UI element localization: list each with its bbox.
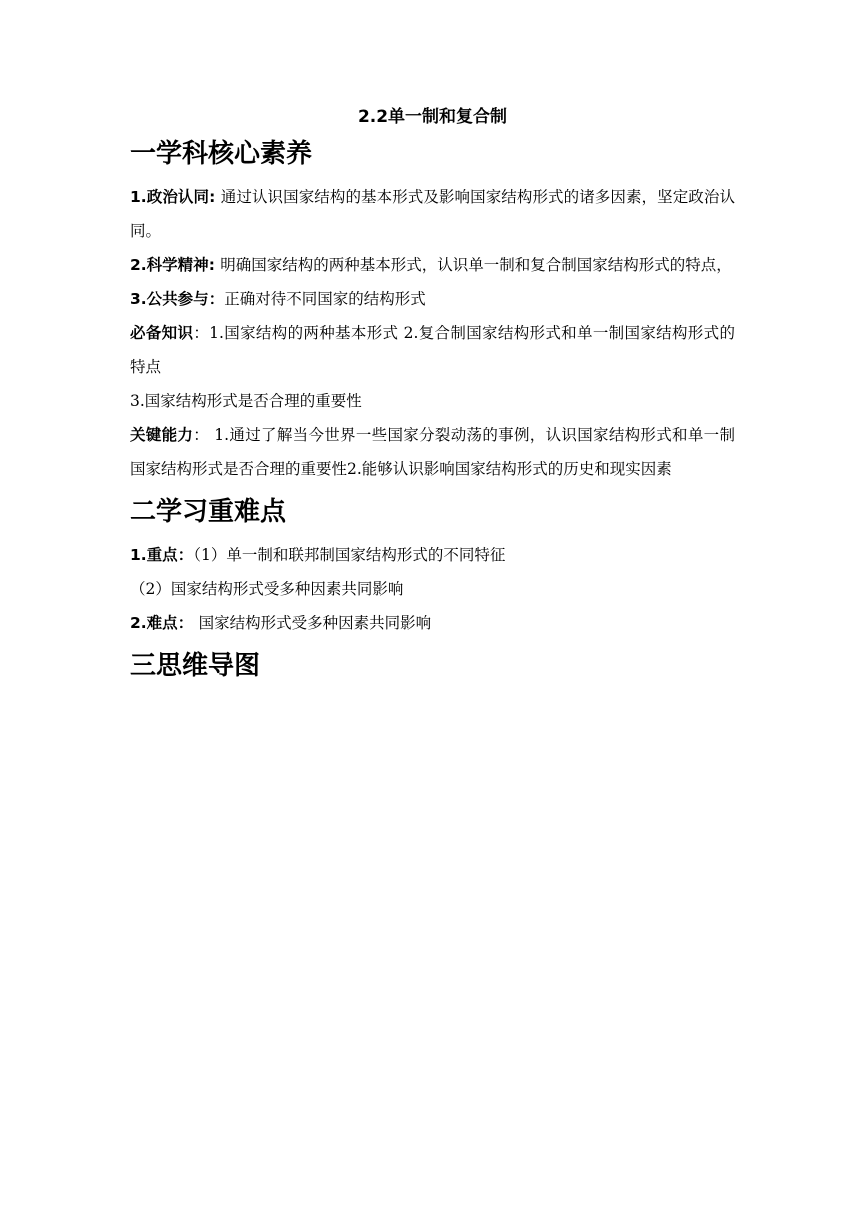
item-text: （1）单一制和联邦制国家结构形式的不同特征 [193, 546, 506, 564]
item-public-participation [130, 282, 735, 316]
item-separator: ： [177, 614, 199, 632]
item-label: 1.重点 [130, 546, 178, 564]
item-separator: : [208, 256, 221, 274]
item-separator: ： [193, 324, 210, 342]
item-separator: ： [193, 426, 215, 444]
key-point-line-2: （2）国家结构形式受多种因素共同影响 [130, 580, 404, 598]
item-label: 1.政治认同 [130, 188, 210, 206]
item-text: 1.通过了解当今世界一些国家分裂动荡的事例，认识国家结构形式和单一制国家结构形式是否合理的重要性2.能够认识影响国家结构形式的历史和现实因素 [130, 426, 735, 478]
section-heading-mind-map: 三思维导图 [130, 651, 261, 681]
item-label: 必备知识 [130, 324, 194, 342]
item-scientific-spirit [130, 248, 735, 282]
item-key-ability [130, 418, 735, 486]
item-separator: ： [177, 546, 194, 564]
item-political-identity [130, 180, 735, 248]
item-label: 3.公共参与 [130, 290, 209, 308]
item-key-point [130, 538, 735, 572]
required-knowledge-line-3: 3.国家结构形式是否合理的重要性 [130, 392, 362, 410]
item-difficulty [130, 606, 735, 640]
item-text: 明确国家结构的两种基本形式，认识单一制和复合制国家结构形式的特点， [220, 256, 732, 274]
item-required-knowledge [130, 316, 735, 384]
section-heading-core-literacy: 一学科核心素养 [130, 139, 313, 169]
document-page [130, 100, 735, 692]
section-heading-key-difficult-points: 二学习重难点 [130, 497, 287, 527]
document-title: 2.2单一制和复合制 [357, 107, 508, 127]
item-text: 正确对待不同国家的结构形式 [224, 290, 426, 308]
item-separator: ： [208, 290, 225, 308]
item-label: 2.难点 [130, 614, 178, 632]
item-label: 关键能力 [130, 426, 194, 444]
item-separator: : [209, 188, 221, 206]
item-label: 2.科学精神 [130, 256, 209, 274]
item-text: 1.国家结构的两种基本形式 2.复合制国家结构形式和单一制国家结构形式的特点 [130, 324, 735, 376]
item-text: 国家结构形式受多种因素共同影响 [198, 614, 432, 632]
item-text: 通过认识国家结构的基本形式及影响国家结构形式的诸多因素，坚定政治认同。 [130, 188, 735, 240]
